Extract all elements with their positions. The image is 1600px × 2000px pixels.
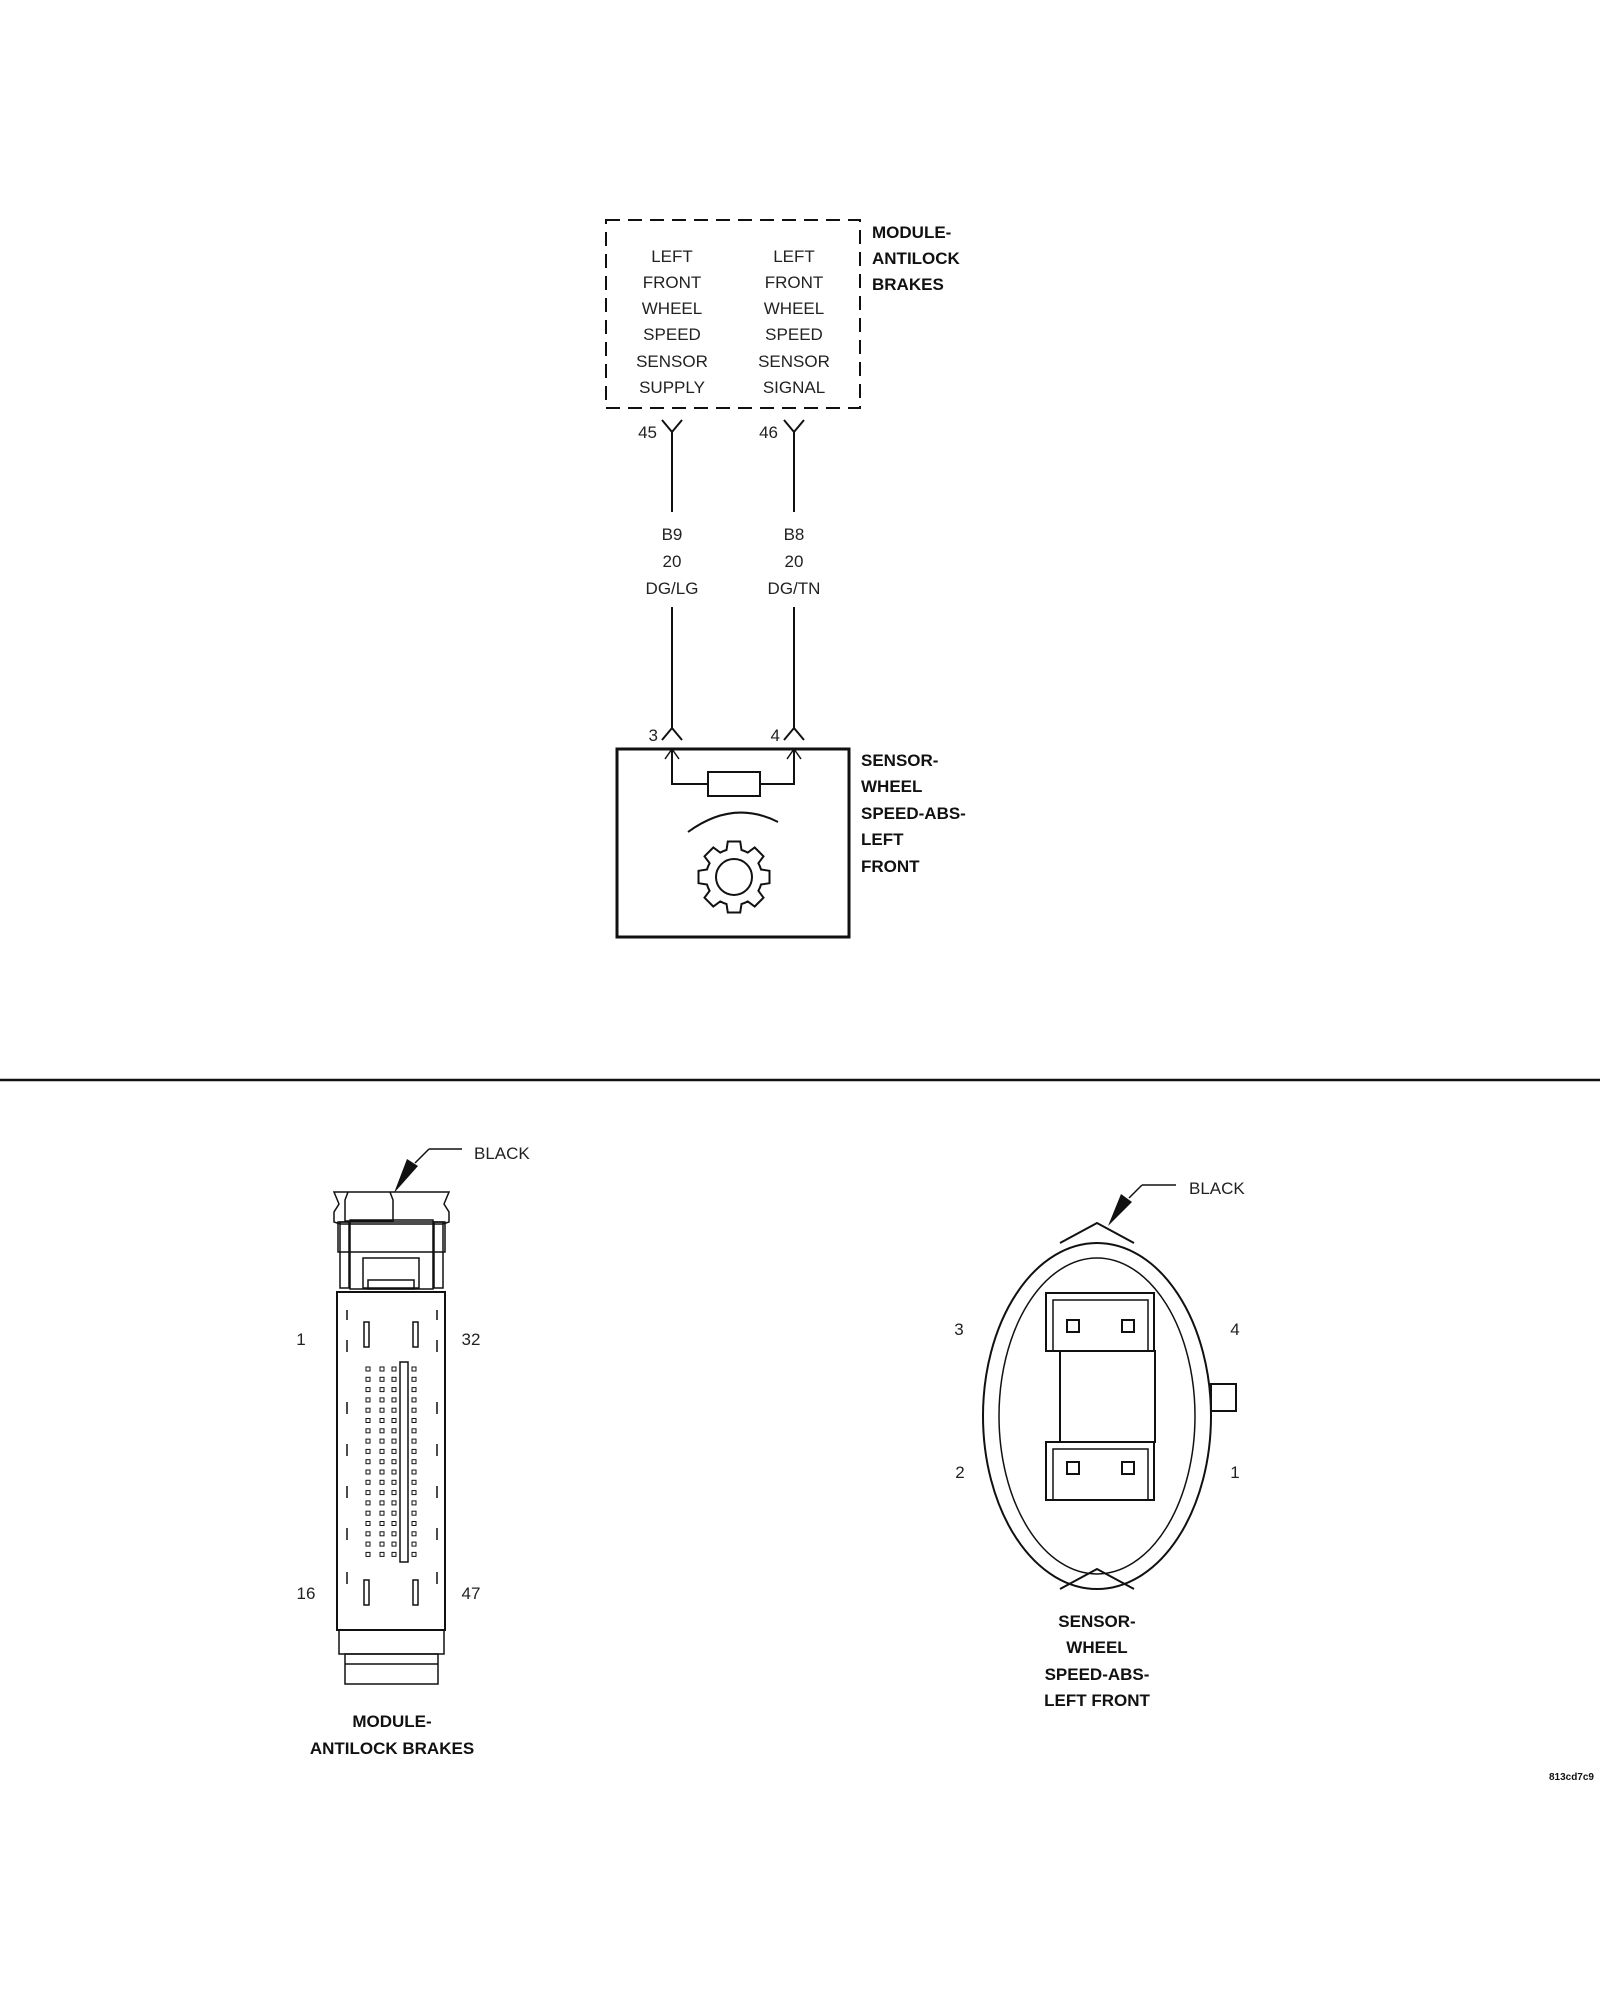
terminal-cavity bbox=[392, 1470, 396, 1474]
terminal-cavity bbox=[380, 1480, 384, 1484]
terminal-cavity bbox=[412, 1501, 416, 1505]
terminal-cavity bbox=[366, 1552, 370, 1556]
sensor-title-line-3: SPEED-ABS- bbox=[861, 804, 966, 823]
wire-b8 bbox=[759, 420, 820, 745]
sensor-pin-1-cavity-label: 1 bbox=[1230, 1463, 1240, 1482]
module-connector-view bbox=[296, 1144, 530, 1758]
terminal-cavity bbox=[366, 1367, 370, 1371]
wire-b9 bbox=[638, 420, 698, 745]
terminal-cavity bbox=[392, 1388, 396, 1392]
terminal-cavity bbox=[366, 1470, 370, 1474]
terminal-cavity bbox=[392, 1460, 396, 1464]
terminal-cavity bbox=[412, 1367, 416, 1371]
terminal-cavity bbox=[380, 1542, 384, 1546]
sensor-pin-2-cavity-label: 2 bbox=[955, 1463, 965, 1482]
module-pin-45-terminal bbox=[662, 420, 682, 432]
module-pin-46-label: 46 bbox=[759, 423, 778, 442]
terminal-cavity bbox=[366, 1491, 370, 1495]
module-connector-name-line-2: ANTILOCK BRAKES bbox=[309, 1739, 475, 1758]
terminal-cavity bbox=[412, 1388, 416, 1392]
module-pin-45-label: 45 bbox=[638, 423, 657, 442]
terminal-cavity bbox=[392, 1449, 396, 1453]
terminal-cavity bbox=[366, 1511, 370, 1515]
terminal-cavity bbox=[392, 1419, 396, 1423]
figure-id: 813cd7c9 bbox=[1548, 1772, 1594, 1783]
module-connector-name-line-1: MODULE- bbox=[352, 1712, 432, 1731]
terminal-cavity bbox=[380, 1522, 384, 1526]
sensor-element-icon bbox=[708, 772, 760, 796]
wire-b8-gauge: 20 bbox=[784, 552, 804, 571]
pin-slot-47 bbox=[413, 1580, 418, 1605]
terminal-cavity bbox=[412, 1429, 416, 1433]
terminal-cavity bbox=[380, 1429, 384, 1433]
sensor-pin-4-label: 4 bbox=[770, 726, 780, 745]
terminal-cavity bbox=[380, 1501, 384, 1505]
func1-line-6: SUPPLY bbox=[639, 378, 705, 397]
terminal-cavity bbox=[392, 1367, 396, 1371]
terminal-cavity bbox=[380, 1377, 384, 1381]
terminal-cavity bbox=[380, 1388, 384, 1392]
sensor-pin-3-cavity-label: 3 bbox=[954, 1320, 964, 1339]
func2-line-6: SIGNAL bbox=[762, 378, 826, 397]
terminal-cavity bbox=[366, 1439, 370, 1443]
terminal-cavity bbox=[412, 1491, 416, 1495]
gear-icon bbox=[699, 842, 770, 913]
terminal-cavity bbox=[380, 1367, 384, 1371]
module-pin-16-label: 16 bbox=[296, 1584, 316, 1603]
sensor-cavity-1 bbox=[1122, 1462, 1134, 1474]
center-key bbox=[400, 1362, 408, 1562]
terminal-cavity bbox=[366, 1542, 370, 1546]
func2-line-3: WHEEL bbox=[763, 299, 825, 318]
wire-b9-color: DG/LG bbox=[645, 579, 699, 598]
sensor-color-arrow bbox=[1108, 1194, 1132, 1226]
func2-line-4: SPEED bbox=[765, 325, 823, 344]
sensor-internal-lead-right bbox=[760, 749, 794, 784]
wire-b9-circuit: B9 bbox=[661, 525, 683, 544]
terminal-cavity bbox=[412, 1439, 416, 1443]
module-title-line-2: ANTILOCK bbox=[872, 249, 960, 268]
terminal-cavity bbox=[380, 1419, 384, 1423]
terminal-housing-bottom bbox=[1046, 1442, 1154, 1500]
terminal-cavity bbox=[380, 1408, 384, 1412]
module-connector-body bbox=[337, 1292, 445, 1630]
sensor-pin-3-label: 3 bbox=[648, 726, 658, 745]
terminal-cavity bbox=[412, 1408, 416, 1412]
terminal-cavity bbox=[412, 1398, 416, 1402]
terminal-cavity bbox=[392, 1429, 396, 1433]
module-pin-1-label: 1 bbox=[296, 1330, 306, 1349]
sensor-internal-lead-left bbox=[672, 749, 708, 784]
sensor-pin-3-terminal bbox=[662, 728, 682, 740]
terminal-cavity bbox=[380, 1491, 384, 1495]
module-pin-46-terminal bbox=[784, 420, 804, 432]
terminal-cavity bbox=[412, 1542, 416, 1546]
sensor-connector-inner bbox=[999, 1258, 1195, 1574]
terminal-cavity bbox=[366, 1429, 370, 1433]
module-title-line-1: MODULE- bbox=[872, 223, 952, 242]
terminal-cavity bbox=[366, 1398, 370, 1402]
func1-line-3: WHEEL bbox=[641, 299, 703, 318]
sensor-title-line-5: FRONT bbox=[861, 857, 920, 876]
magnetic-field-arc-icon bbox=[688, 813, 778, 832]
sensor-connector-color: BLACK bbox=[1189, 1179, 1245, 1198]
terminal-cavity bbox=[366, 1480, 370, 1484]
wire-b9-gauge: 20 bbox=[662, 552, 682, 571]
sensor-connector-name-line-3: SPEED-ABS- bbox=[1044, 1665, 1150, 1684]
terminal-cavity bbox=[392, 1501, 396, 1505]
sensor-connector-name-line-4: LEFT FRONT bbox=[1044, 1691, 1150, 1710]
terminal-cavity bbox=[366, 1501, 370, 1505]
terminal-cavity bbox=[412, 1377, 416, 1381]
wire-b8-color: DG/TN bbox=[767, 579, 821, 598]
terminal-cavity bbox=[380, 1532, 384, 1536]
sensor-cavity-3 bbox=[1067, 1320, 1079, 1332]
terminal-cavity bbox=[380, 1398, 384, 1402]
terminal-cavity bbox=[392, 1398, 396, 1402]
terminal-cavity bbox=[380, 1470, 384, 1474]
terminal-cavity bbox=[392, 1542, 396, 1546]
pin-slot-16 bbox=[364, 1580, 369, 1605]
terminal-cavity bbox=[392, 1511, 396, 1515]
sensor-title-line-2: WHEEL bbox=[861, 777, 923, 796]
terminal-cavity bbox=[380, 1552, 384, 1556]
module-pin-32-label: 32 bbox=[461, 1330, 481, 1349]
sensor-connector-name-line-1: SENSOR- bbox=[1058, 1612, 1136, 1631]
terminal-cavity bbox=[366, 1460, 370, 1464]
bottom-key-icon bbox=[1060, 1569, 1134, 1589]
module-antilock-brakes-block bbox=[606, 220, 961, 408]
terminal-cavity bbox=[366, 1419, 370, 1423]
func1-line-4: SPEED bbox=[643, 325, 701, 344]
sensor-connector-name-line-2: WHEEL bbox=[1066, 1638, 1128, 1657]
module-title-line-3: BRAKES bbox=[872, 275, 944, 294]
func1-line-5: SENSOR bbox=[636, 352, 708, 371]
terminal-cavity bbox=[412, 1532, 416, 1536]
terminal-center-block bbox=[1060, 1351, 1155, 1442]
terminal-cavity bbox=[412, 1480, 416, 1484]
side-latch-icon bbox=[1211, 1384, 1236, 1411]
terminal-cavity bbox=[412, 1552, 416, 1556]
terminal-cavity bbox=[366, 1377, 370, 1381]
module-color-arrow bbox=[394, 1159, 418, 1193]
sensor-cavity-2 bbox=[1067, 1462, 1079, 1474]
pin-slot-32 bbox=[413, 1322, 418, 1347]
sensor-title-line-4: LEFT bbox=[861, 830, 904, 849]
terminal-housing-top bbox=[1046, 1293, 1154, 1351]
terminal-cavity bbox=[392, 1480, 396, 1484]
module-connector-color: BLACK bbox=[474, 1144, 530, 1163]
sensor-wheel-speed-block bbox=[617, 749, 966, 937]
terminal-cavity bbox=[392, 1377, 396, 1381]
terminal-cavity bbox=[412, 1522, 416, 1526]
terminal-cavity bbox=[380, 1460, 384, 1464]
terminal-cavity bbox=[392, 1522, 396, 1526]
terminal-cavity bbox=[366, 1532, 370, 1536]
terminal-cavity bbox=[392, 1439, 396, 1443]
sensor-connector-outer bbox=[983, 1243, 1211, 1589]
terminal-cavity bbox=[392, 1491, 396, 1495]
func2-line-1: LEFT bbox=[773, 247, 815, 266]
sensor-title-line-1: SENSOR- bbox=[861, 751, 939, 770]
terminal-cavity bbox=[412, 1470, 416, 1474]
terminal-cavity bbox=[380, 1439, 384, 1443]
wire-b8-circuit: B8 bbox=[783, 525, 805, 544]
func1-line-1: LEFT bbox=[651, 247, 693, 266]
terminal-cavity bbox=[392, 1552, 396, 1556]
terminal-cavity bbox=[412, 1419, 416, 1423]
terminal-cavity bbox=[380, 1511, 384, 1515]
func2-line-2: FRONT bbox=[764, 273, 824, 292]
terminal-cavity bbox=[392, 1532, 396, 1536]
terminal-cavity bbox=[366, 1449, 370, 1453]
terminal-cavity bbox=[380, 1449, 384, 1453]
module-pin-46-function bbox=[758, 247, 830, 397]
func2-line-5: SENSOR bbox=[758, 352, 830, 371]
sensor-connector-view bbox=[954, 1179, 1245, 1710]
terminal-cavity bbox=[412, 1511, 416, 1515]
terminal-cavity bbox=[366, 1522, 370, 1526]
func1-line-2: FRONT bbox=[642, 273, 702, 292]
module-pin-45-function bbox=[636, 247, 708, 397]
terminal-cavity bbox=[366, 1388, 370, 1392]
sensor-pin-4-cavity-label: 4 bbox=[1230, 1320, 1240, 1339]
terminal-cavity bbox=[366, 1408, 370, 1412]
module-pin-47-label: 47 bbox=[461, 1584, 481, 1603]
top-key-icon bbox=[1060, 1223, 1134, 1243]
pin-slot-1 bbox=[364, 1322, 369, 1347]
sensor-cavity-4 bbox=[1122, 1320, 1134, 1332]
sensor-pin-4-terminal bbox=[784, 728, 804, 740]
terminal-cavity bbox=[412, 1449, 416, 1453]
terminal-cavity bbox=[412, 1460, 416, 1464]
terminal-cavity bbox=[392, 1408, 396, 1412]
sensor-outline bbox=[617, 749, 849, 937]
